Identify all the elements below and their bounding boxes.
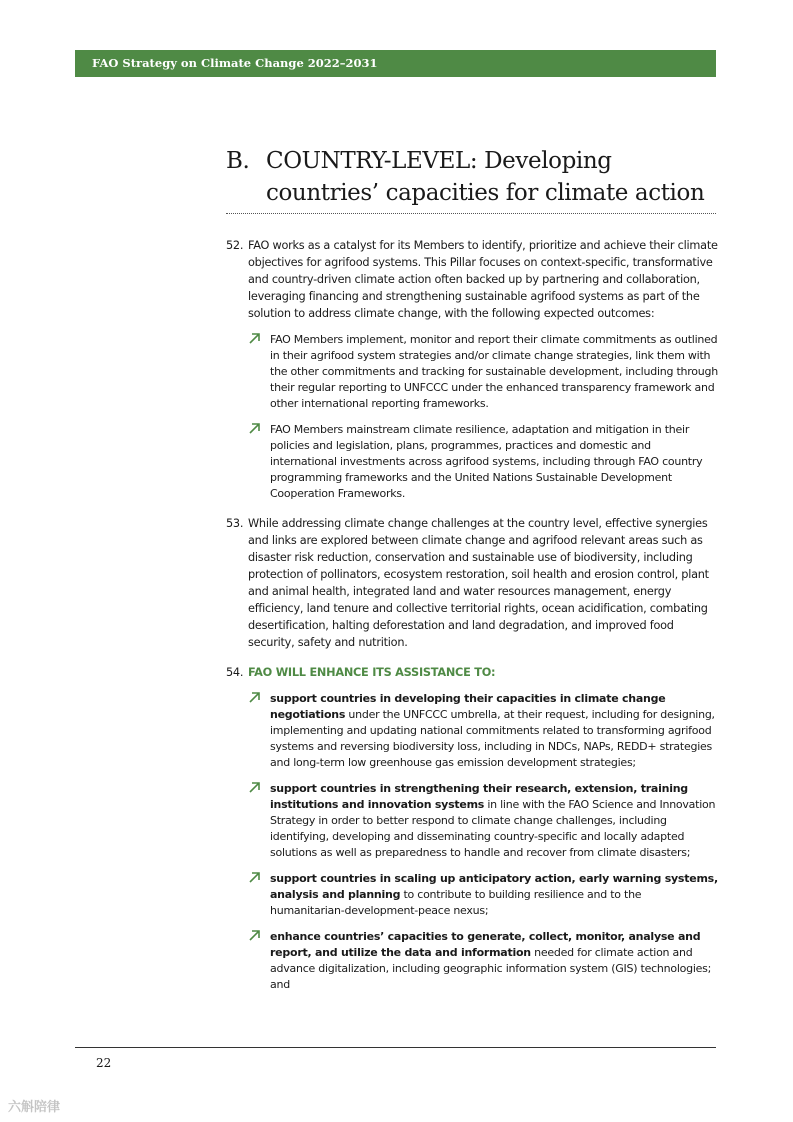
list-item-bold: enhance countries’ capacities to generate, collect, monitor, analyse and report, and utilize the data and information: [270, 930, 701, 959]
paragraph-number: 52.: [226, 239, 244, 252]
arrow-up-right-icon: [248, 928, 262, 942]
section-letter: B.: [226, 148, 250, 174]
list-item-text: FAO Members implement, monitor and report their climate commitments as outlined in their agrifood system strategies and/or climate change strategies, link them with the other commitments and tracking for sustainable development, including through their regular reporting to UNFCCC under the enhanced transparency framework and other international reporting frameworks.: [270, 333, 718, 410]
arrow-up-right-icon: [248, 421, 262, 435]
section-title: [226, 145, 716, 209]
paragraph-text: While addressing climate change challenges at the country level, effective synergies and links are explored between climate change and agrifood relevant areas such as disaster risk reduction, conservation and sustainable use of biodiversity, including protection of pollinators, ecosystem restoration, soil health and erosion control, plant and animal health, integrated land and water resources management, energy efficiency, land tenure and collective territorial rights, ocean acidification, combating desertification, halting deforestation and land degradation, and improved food security, safety and nutrition.: [248, 517, 709, 649]
paragraph-54: [226, 664, 718, 993]
running-header: [75, 50, 716, 77]
arrow-up-right-icon: [248, 331, 262, 345]
body-content: [226, 237, 718, 1006]
list-item: [248, 781, 718, 861]
list-item-text: to contribute to building resilience and to the humanitarian-development-peace nexus;: [270, 888, 642, 917]
title-divider: [226, 213, 716, 214]
list-item-text: in line with the FAO Science and Innovation Strategy in order to better respond to climate change challenges, including identifying, developing and disseminating country-specific and locally adapted solutions as well as preparedness to handle and recover from climate disasters;: [270, 798, 716, 859]
paragraph-number: 53.: [226, 517, 244, 530]
list-item-bold: support countries in scaling up anticipatory action, early warning systems, analysis and planning: [270, 872, 718, 901]
paragraph-heading: FAO WILL ENHANCE ITS ASSISTANCE TO:: [248, 666, 496, 679]
arrow-up-right-icon: [248, 690, 262, 704]
list-item-bold: support countries in strengthening their research, extension, training institutions and innovation systems: [270, 782, 688, 811]
section-title-line2: countries’ capacities for climate action: [266, 180, 705, 206]
list-item: [248, 929, 718, 993]
outcome-list: [248, 332, 718, 502]
list-item-text: FAO Members mainstream climate resilience, adaptation and mitigation in their policies and legislation, plans, programmes, practices and domestic and international investments across agrifood systems, including through FAO country programming frameworks and the United Nations Sustainable Development Cooperation Frameworks.: [270, 423, 703, 500]
arrow-up-right-icon: [248, 870, 262, 884]
arrow-up-right-icon: [248, 780, 262, 794]
section-title-line1: COUNTRY-LEVEL: Developing: [266, 148, 612, 174]
list-item-text: under the UNFCCC umbrella, at their request, including for designing, implementing and updating national commitments related to transforming agrifood systems and reversing biodiversity loss, including in NDCs, NAPs, REDD+ strategies and long-term low greenhouse gas emission development strategies;: [270, 708, 715, 769]
running-header-title: FAO Strategy on Climate Change 2022–2031: [92, 56, 378, 70]
list-item: [248, 332, 718, 412]
paragraph-number: 54.: [226, 666, 244, 679]
list-item-bold: support countries in developing their capacities in climate change negotiations: [270, 692, 666, 721]
list-item-text: needed for climate action and advance digitalization, including geographic information system (GIS) technologies; and: [270, 946, 712, 991]
paragraph-text: FAO works as a catalyst for its Members to identify, prioritize and achieve their climate objectives for agrifood systems. This Pillar focuses on context-specific, transformative and country-driven climate action often backed up by partnering and collaboration, leveraging financing and strengthening sustainable agrifood systems as part of the solution to address climate change, with the following expected outcomes:: [248, 239, 718, 320]
paragraph-52: [226, 237, 718, 502]
assistance-list: [248, 691, 718, 993]
watermark: 六斛陪律: [8, 1100, 61, 1115]
paragraph-53: [226, 515, 718, 651]
page-number: 22: [96, 1056, 112, 1070]
list-item: [248, 691, 718, 771]
list-item: [248, 871, 718, 919]
footer-divider: [75, 1047, 716, 1048]
list-item: [248, 422, 718, 502]
